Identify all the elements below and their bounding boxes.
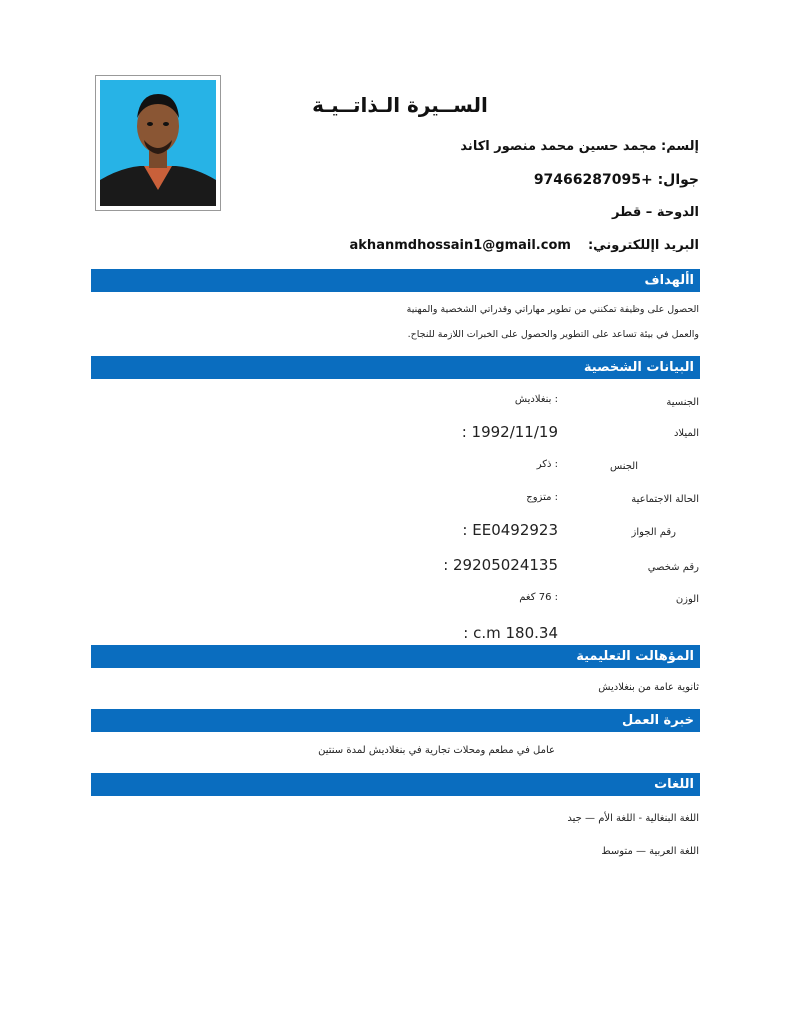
profile-photo — [100, 80, 216, 206]
birthdate-value: 1992/11/19 : — [461, 423, 558, 441]
personal-data-heading: البيانات الشخصية — [91, 356, 700, 379]
objectives-text-line1: الحصول على وظيفة تمكنني من تطوير مهاراتي وقدراتي الشخصية والمهنية — [406, 304, 699, 315]
personal-id-value: 29205024135 : — [443, 556, 558, 574]
gender-label: الجنس — [609, 461, 638, 472]
person-silhouette-icon — [100, 80, 216, 206]
experience-heading: خبرة العمل — [91, 709, 700, 732]
nationality-value: : بنغلاديش — [514, 394, 558, 405]
languages-heading: اللغات — [91, 773, 700, 796]
weight-value: : 76 كغم — [519, 592, 558, 603]
languages-line2: اللغة العربية — متوسط — [601, 846, 699, 857]
weight-label: الوزن — [675, 594, 699, 605]
gender-value: : ذكر — [536, 459, 558, 470]
languages-line1: اللغة البنغالية - اللغة الأم — جيد — [567, 813, 699, 824]
objectives-heading: األهداف — [91, 269, 700, 292]
name-line: إلسم: مجمد حسين محمد منصور اكاند — [460, 139, 699, 154]
marital-status-value: : متزوج — [526, 492, 558, 503]
profile-photo-frame — [95, 75, 221, 211]
email-address: akhanmdhossain1@gmail.com — [349, 238, 571, 253]
phone-line: جوال: +97466287095 — [533, 172, 699, 188]
qualifications-heading: المؤهالت التعليمية — [91, 645, 700, 668]
email-line — [350, 238, 699, 253]
nationality-label: الجنسية — [666, 397, 699, 408]
page-title: الســيرة الـذاتــيـة — [312, 93, 488, 117]
location-line: الدوحة – قطر — [612, 205, 699, 220]
qualifications-text: ثانوية عامة من بنغلاديش — [598, 682, 699, 693]
email-label: البريد اإللكتروني: — [587, 238, 699, 253]
passport-value: EE0492923 : — [462, 521, 558, 539]
birthdate-label: الميلاد — [673, 428, 699, 439]
experience-text: عامل في مطعم ومحلات تجارية في بنغلاديش لمدة سنتين — [318, 745, 555, 756]
objectives-text-line2: والعمل في بيئة تساعد على التطوير والحصول على الخبرات اللازمة للنجاح. — [407, 329, 699, 340]
height-value: 180.34 c.m : — [463, 624, 558, 642]
personal-id-label: رقم شخصي — [647, 562, 699, 573]
marital-status-label: الحالة الاجتماعية — [631, 494, 699, 505]
passport-label: رقم الجواز — [631, 527, 676, 538]
